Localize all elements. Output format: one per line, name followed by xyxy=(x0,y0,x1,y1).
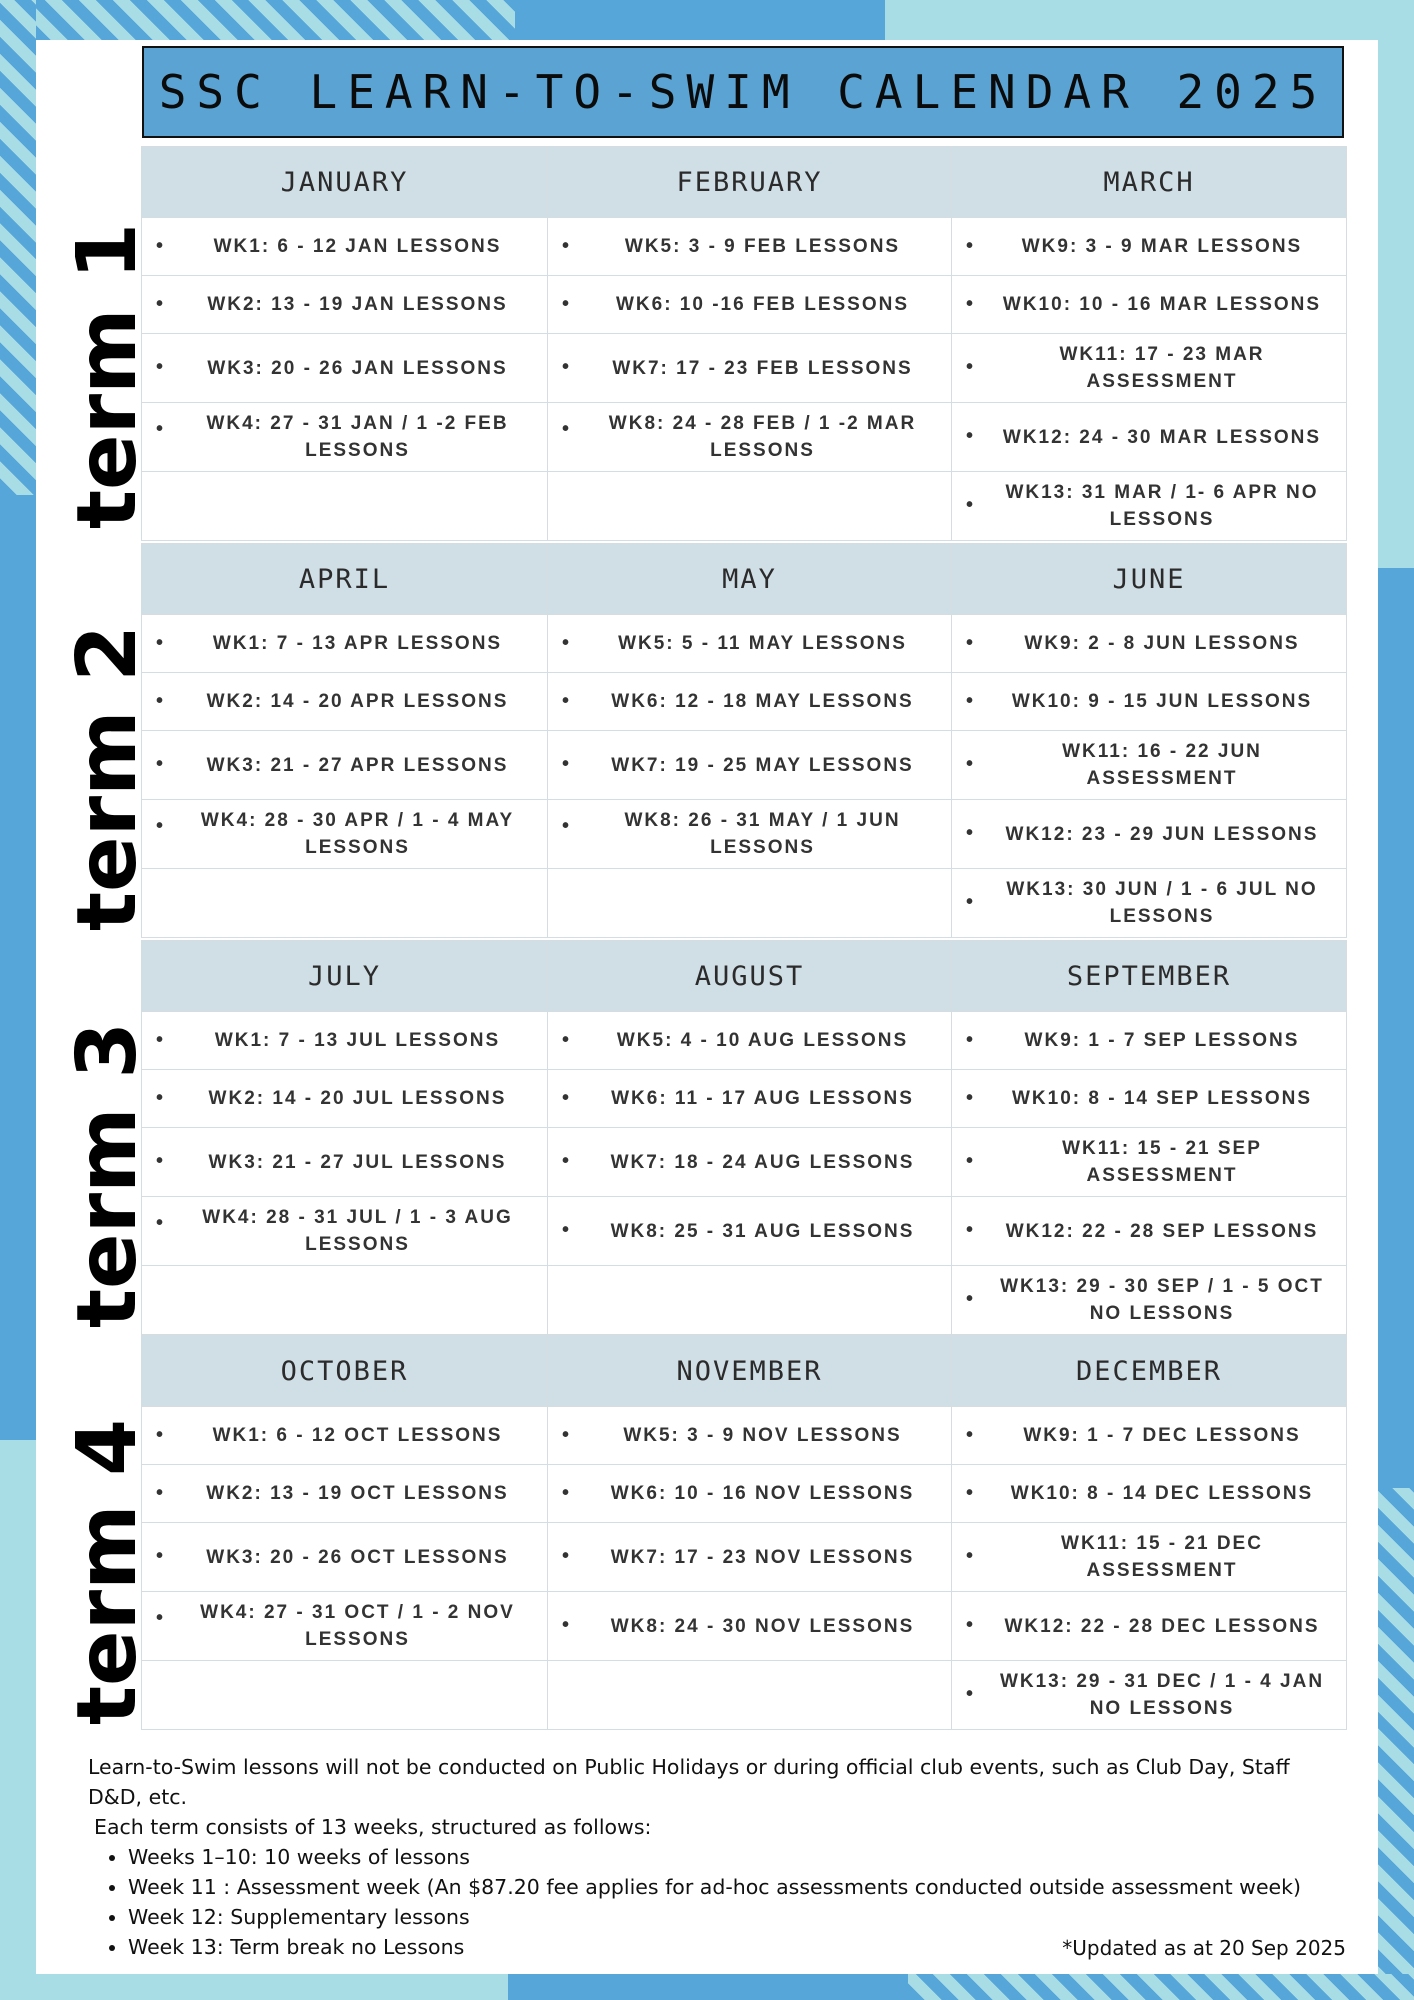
week-text: WK4: 28 - 30 APR / 1 - 4 MAY LESSONS xyxy=(200,810,515,858)
bg-block-right-upper xyxy=(1378,0,1414,568)
week-cell xyxy=(952,1465,1347,1523)
empty-cell xyxy=(548,472,952,541)
week-text: WK6: 10 -16 FEB LESSONS xyxy=(615,294,910,315)
week-cell xyxy=(142,334,548,403)
bullet-icon: • xyxy=(966,1683,976,1705)
term-1-table xyxy=(141,146,1347,541)
month-header: AUGUST xyxy=(548,941,952,1012)
bullet-icon: • xyxy=(966,1028,976,1051)
week-text: WK10: 9 - 15 JUN LESSONS xyxy=(1011,691,1313,712)
notes-bullet: • Week 12: Supplementary lessons xyxy=(128,1902,1338,1932)
bg-stripes-top-left xyxy=(0,0,515,40)
term-2-label: term 2 xyxy=(59,624,155,932)
week-text: WK13: 31 MAR / 1- 6 APR NO LESSONS xyxy=(1005,482,1319,530)
bullet-icon: • xyxy=(562,1219,572,1241)
bullet-icon: • xyxy=(966,822,976,844)
week-cell xyxy=(142,1197,548,1266)
bullet-icon: • xyxy=(966,425,976,447)
week-text: WK5: 5 - 11 MAY LESSONS xyxy=(618,633,907,654)
empty-cell xyxy=(142,472,548,541)
week-text: WK11: 15 - 21 DEC ASSESSMENT xyxy=(1061,1533,1263,1581)
week-cell xyxy=(548,1465,952,1523)
month-header: DECEMBER xyxy=(952,1336,1347,1407)
week-cell xyxy=(142,731,548,800)
bullet-icon: • xyxy=(156,1028,166,1051)
month-header: NOVEMBER xyxy=(548,1336,952,1407)
week-row xyxy=(142,1266,1347,1335)
week-text: WK4: 28 - 31 JUL / 1 - 3 AUG LESSONS xyxy=(202,1207,513,1255)
week-cell xyxy=(142,1407,548,1465)
week-text: WK8: 25 - 31 AUG LESSONS xyxy=(610,1220,915,1242)
bullet-icon: • xyxy=(966,1545,976,1567)
week-cell xyxy=(548,1592,952,1661)
month-header: MAY xyxy=(548,544,952,615)
week-cell xyxy=(142,1070,548,1128)
week-text: WK11: 16 - 22 JUN ASSESSMENT xyxy=(1062,741,1262,789)
week-text: WK10: 10 - 16 MAR LESSONS xyxy=(1002,294,1322,315)
week-cell xyxy=(952,1128,1347,1197)
week-text: WK4: 27 - 31 JAN / 1 -2 FEB LESSONS xyxy=(206,413,509,461)
week-cell xyxy=(952,731,1347,800)
bullet-icon: • xyxy=(562,1423,572,1446)
week-text: WK1: 7 - 13 JUL LESSONS xyxy=(214,1030,501,1051)
week-row xyxy=(142,615,1347,673)
week-cell xyxy=(952,218,1347,276)
bg-stripes-right-lower xyxy=(1378,1488,1414,2000)
bullet-icon: • xyxy=(966,1614,976,1636)
bullet-icon: • xyxy=(562,1028,572,1051)
bullet-icon: • xyxy=(966,356,976,378)
week-row xyxy=(142,1012,1347,1070)
bullet-icon: • xyxy=(156,815,166,837)
week-row xyxy=(142,869,1347,938)
week-row xyxy=(142,1407,1347,1465)
bullet-icon: • xyxy=(156,356,166,378)
month-header: MARCH xyxy=(952,147,1347,218)
term-3-table xyxy=(141,940,1347,1335)
week-cell xyxy=(952,276,1347,334)
bullet-icon: • xyxy=(966,292,976,315)
week-text: WK1: 6 - 12 OCT LESSONS xyxy=(212,1425,503,1446)
week-row xyxy=(142,276,1347,334)
week-cell xyxy=(142,1012,548,1070)
page-title: SSC LEARN-TO-SWIM CALENDAR 2025 xyxy=(158,65,1328,119)
week-text: WK5: 3 - 9 FEB LESSONS xyxy=(624,236,901,257)
week-cell xyxy=(952,1407,1347,1465)
month-header: APRIL xyxy=(142,544,548,615)
week-text: WK7: 17 - 23 FEB LESSONS xyxy=(612,357,913,379)
notes-section xyxy=(88,1752,1338,1962)
bullet-icon: • xyxy=(156,1086,166,1109)
empty-cell xyxy=(548,1266,952,1335)
bg-stripes-bottom-right xyxy=(908,1974,1414,2000)
bullet-icon: • xyxy=(156,1481,166,1504)
week-text: WK9: 1 - 7 DEC LESSONS xyxy=(1023,1425,1301,1446)
week-cell xyxy=(952,1197,1347,1266)
week-text: WK4: 27 - 31 OCT / 1 - 2 NOV LESSONS xyxy=(200,1602,515,1650)
bullet-icon: • xyxy=(966,1219,976,1241)
week-text: WK2: 13 - 19 OCT LESSONS xyxy=(206,1483,509,1504)
week-cell xyxy=(952,1070,1347,1128)
week-text: WK9: 1 - 7 SEP LESSONS xyxy=(1024,1030,1300,1051)
bullet-icon: • xyxy=(966,631,976,654)
week-cell xyxy=(952,615,1347,673)
week-cell xyxy=(142,1592,548,1661)
week-text: WK12: 22 - 28 DEC LESSONS xyxy=(1004,1615,1320,1637)
term-4-table xyxy=(141,1335,1347,1730)
week-row xyxy=(142,1197,1347,1266)
week-text: WK7: 17 - 23 NOV LESSONS xyxy=(610,1546,915,1568)
week-cell xyxy=(142,1523,548,1592)
week-row xyxy=(142,218,1347,276)
week-text: WK3: 21 - 27 APR LESSONS xyxy=(206,754,509,776)
bullet-icon: • xyxy=(966,494,976,516)
week-cell xyxy=(548,800,952,869)
notes-line-2: Each term consists of 13 weeks, structured as follows: xyxy=(94,1815,652,1839)
week-row xyxy=(142,472,1347,541)
bullet-icon: • xyxy=(966,1288,976,1310)
week-row xyxy=(142,1070,1347,1128)
term-4-label: term 4 xyxy=(59,1418,155,1726)
bullet-icon: • xyxy=(562,1086,572,1109)
bullet-icon: • xyxy=(562,815,572,837)
term-3-label: term 3 xyxy=(59,1021,155,1329)
week-text: WK12: 23 - 29 JUN LESSONS xyxy=(1005,823,1319,845)
week-cell xyxy=(548,218,952,276)
bullet-icon: • xyxy=(562,418,572,440)
week-cell xyxy=(548,1012,952,1070)
week-text: WK11: 15 - 21 SEP ASSESSMENT xyxy=(1062,1138,1262,1186)
week-text: WK3: 21 - 27 JUL LESSONS xyxy=(208,1151,507,1173)
week-text: WK13: 29 - 30 SEP / 1 - 5 OCT NO LESSONS xyxy=(1000,1276,1324,1324)
empty-cell xyxy=(142,1266,548,1335)
week-text: WK3: 20 - 26 OCT LESSONS xyxy=(206,1546,509,1568)
week-text: WK9: 2 - 8 JUN LESSONS xyxy=(1024,633,1300,654)
bullet-icon: • xyxy=(562,1150,572,1172)
week-cell xyxy=(952,1661,1347,1730)
bg-block-left-mid xyxy=(0,495,36,1440)
week-text: WK7: 19 - 25 MAY LESSONS xyxy=(611,754,914,776)
term-2-table xyxy=(141,543,1347,938)
bullet-icon: • xyxy=(966,1481,976,1504)
week-cell xyxy=(142,673,548,731)
week-text: WK8: 26 - 31 MAY / 1 JUN LESSONS xyxy=(624,810,901,858)
week-cell xyxy=(952,1012,1347,1070)
week-cell xyxy=(142,615,548,673)
notes-line-1: Learn-to-Swim lessons will not be conducted on Public Holidays or during official club events, such as Club Day, Staff D&D, etc. xyxy=(88,1755,1290,1809)
empty-cell xyxy=(548,1661,952,1730)
bullet-icon: • xyxy=(156,1545,166,1567)
bg-block-top-mid xyxy=(515,0,885,40)
notes-bullet: • Weeks 1–10: 10 weeks of lessons xyxy=(128,1842,1338,1872)
bullet-icon: • xyxy=(562,292,572,315)
bullet-icon: • xyxy=(156,418,166,440)
empty-cell xyxy=(142,1661,548,1730)
week-cell xyxy=(548,403,952,472)
week-text: WK10: 8 - 14 DEC LESSONS xyxy=(1010,1483,1314,1504)
bullet-icon: • xyxy=(156,234,166,257)
week-text: WK8: 24 - 28 FEB / 1 -2 MAR LESSONS xyxy=(608,413,917,461)
notes-bullet: • Week 11 : Assessment week (An $87.20 fee applies for ad-hoc assessments conducted outside assessment week) xyxy=(128,1872,1338,1902)
bullet-icon: • xyxy=(156,631,166,654)
title-banner xyxy=(142,46,1344,138)
bullet-icon: • xyxy=(562,1481,572,1504)
week-cell xyxy=(142,1128,548,1197)
week-cell xyxy=(548,1407,952,1465)
bg-block-left-lower xyxy=(0,1440,36,2000)
week-row xyxy=(142,673,1347,731)
week-cell xyxy=(142,218,548,276)
week-cell xyxy=(548,276,952,334)
bullet-icon: • xyxy=(156,753,166,775)
notes-bullet: • Week 13: Term break no Lessons xyxy=(128,1932,1338,1962)
week-text: WK13: 29 - 31 DEC / 1 - 4 JAN NO LESSONS xyxy=(999,1671,1325,1719)
bullet-icon: • xyxy=(156,292,166,315)
week-cell xyxy=(548,731,952,800)
month-header: JULY xyxy=(142,941,548,1012)
week-text: WK2: 14 - 20 JUL LESSONS xyxy=(208,1088,507,1109)
bullet-icon: • xyxy=(562,631,572,654)
bullet-icon: • xyxy=(562,753,572,775)
bg-block-bottom-left xyxy=(0,1974,508,2000)
week-row xyxy=(142,731,1347,800)
week-text: WK12: 22 - 28 SEP LESSONS xyxy=(1005,1220,1319,1242)
week-cell xyxy=(142,1465,548,1523)
week-text: WK11: 17 - 23 MAR ASSESSMENT xyxy=(1059,344,1265,392)
week-row xyxy=(142,1592,1347,1661)
week-row xyxy=(142,403,1347,472)
empty-cell xyxy=(548,869,952,938)
month-header: SEPTEMBER xyxy=(952,941,1347,1012)
bullet-icon: • xyxy=(562,689,572,712)
week-cell xyxy=(952,334,1347,403)
week-cell xyxy=(548,1197,952,1266)
week-row xyxy=(142,334,1347,403)
week-text: WK2: 14 - 20 APR LESSONS xyxy=(206,691,509,712)
week-text: WK5: 4 - 10 AUG LESSONS xyxy=(616,1030,909,1051)
week-cell xyxy=(142,403,548,472)
week-cell xyxy=(548,1523,952,1592)
week-text: WK10: 8 - 14 SEP LESSONS xyxy=(1011,1088,1312,1109)
week-row xyxy=(142,800,1347,869)
bullet-icon: • xyxy=(156,689,166,712)
bullet-icon: • xyxy=(966,753,976,775)
bg-stripes-left-upper xyxy=(0,0,36,495)
week-cell xyxy=(952,472,1347,541)
bullet-icon: • xyxy=(966,1086,976,1109)
bullet-icon: • xyxy=(562,356,572,378)
bullet-icon: • xyxy=(966,1423,976,1446)
week-cell xyxy=(952,1523,1347,1592)
week-row xyxy=(142,1523,1347,1592)
week-cell xyxy=(142,276,548,334)
bullet-icon: • xyxy=(966,689,976,712)
week-cell xyxy=(952,1266,1347,1335)
bullet-icon: • xyxy=(562,234,572,257)
week-cell xyxy=(548,334,952,403)
week-text: WK12: 24 - 30 MAR LESSONS xyxy=(1002,426,1322,448)
week-cell xyxy=(142,800,548,869)
week-text: WK1: 7 - 13 APR LESSONS xyxy=(212,633,503,654)
week-text: WK6: 12 - 18 MAY LESSONS xyxy=(611,691,914,712)
week-text: WK5: 3 - 9 NOV LESSONS xyxy=(623,1425,902,1446)
week-row xyxy=(142,1128,1347,1197)
week-text: WK8: 24 - 30 NOV LESSONS xyxy=(610,1615,915,1637)
week-cell xyxy=(548,673,952,731)
week-cell xyxy=(548,1128,952,1197)
term-1-label: term 1 xyxy=(59,222,155,530)
updated-note: *Updated as at 20 Sep 2025 xyxy=(1062,1936,1346,1960)
bullet-icon: • xyxy=(156,1150,166,1172)
week-cell xyxy=(548,615,952,673)
week-text: WK6: 10 - 16 NOV LESSONS xyxy=(610,1483,915,1504)
month-header: FEBRUARY xyxy=(548,147,952,218)
week-cell xyxy=(952,673,1347,731)
bullet-icon: • xyxy=(562,1614,572,1636)
week-cell xyxy=(548,1070,952,1128)
week-text: WK1: 6 - 12 JAN LESSONS xyxy=(213,236,502,257)
bullet-icon: • xyxy=(966,1150,976,1172)
week-row xyxy=(142,1661,1347,1730)
week-text: WK7: 18 - 24 AUG LESSONS xyxy=(610,1151,915,1173)
month-header: OCTOBER xyxy=(142,1336,548,1407)
empty-cell xyxy=(142,869,548,938)
bullet-icon: • xyxy=(156,1607,166,1629)
week-cell xyxy=(952,1592,1347,1661)
week-text: WK2: 13 - 19 JAN LESSONS xyxy=(207,294,508,315)
bullet-icon: • xyxy=(966,234,976,257)
month-header: JUNE xyxy=(952,544,1347,615)
bg-block-right-mid xyxy=(1378,568,1414,1488)
month-header: JANUARY xyxy=(142,147,548,218)
bullet-icon: • xyxy=(156,1423,166,1446)
week-text: WK9: 3 - 9 MAR LESSONS xyxy=(1021,236,1303,257)
week-text: WK6: 11 - 17 AUG LESSONS xyxy=(611,1088,914,1109)
week-cell xyxy=(952,800,1347,869)
week-text: WK13: 30 JUN / 1 - 6 JUL NO LESSONS xyxy=(1006,879,1318,927)
week-cell xyxy=(952,869,1347,938)
week-text: WK3: 20 - 26 JAN LESSONS xyxy=(207,357,508,379)
bullet-icon: • xyxy=(156,1212,166,1234)
week-row xyxy=(142,1465,1347,1523)
week-cell xyxy=(952,403,1347,472)
bullet-icon: • xyxy=(966,891,976,913)
bg-block-top-right xyxy=(885,0,1414,40)
bg-block-bottom-mid xyxy=(508,1974,908,2000)
bullet-icon: • xyxy=(562,1545,572,1567)
